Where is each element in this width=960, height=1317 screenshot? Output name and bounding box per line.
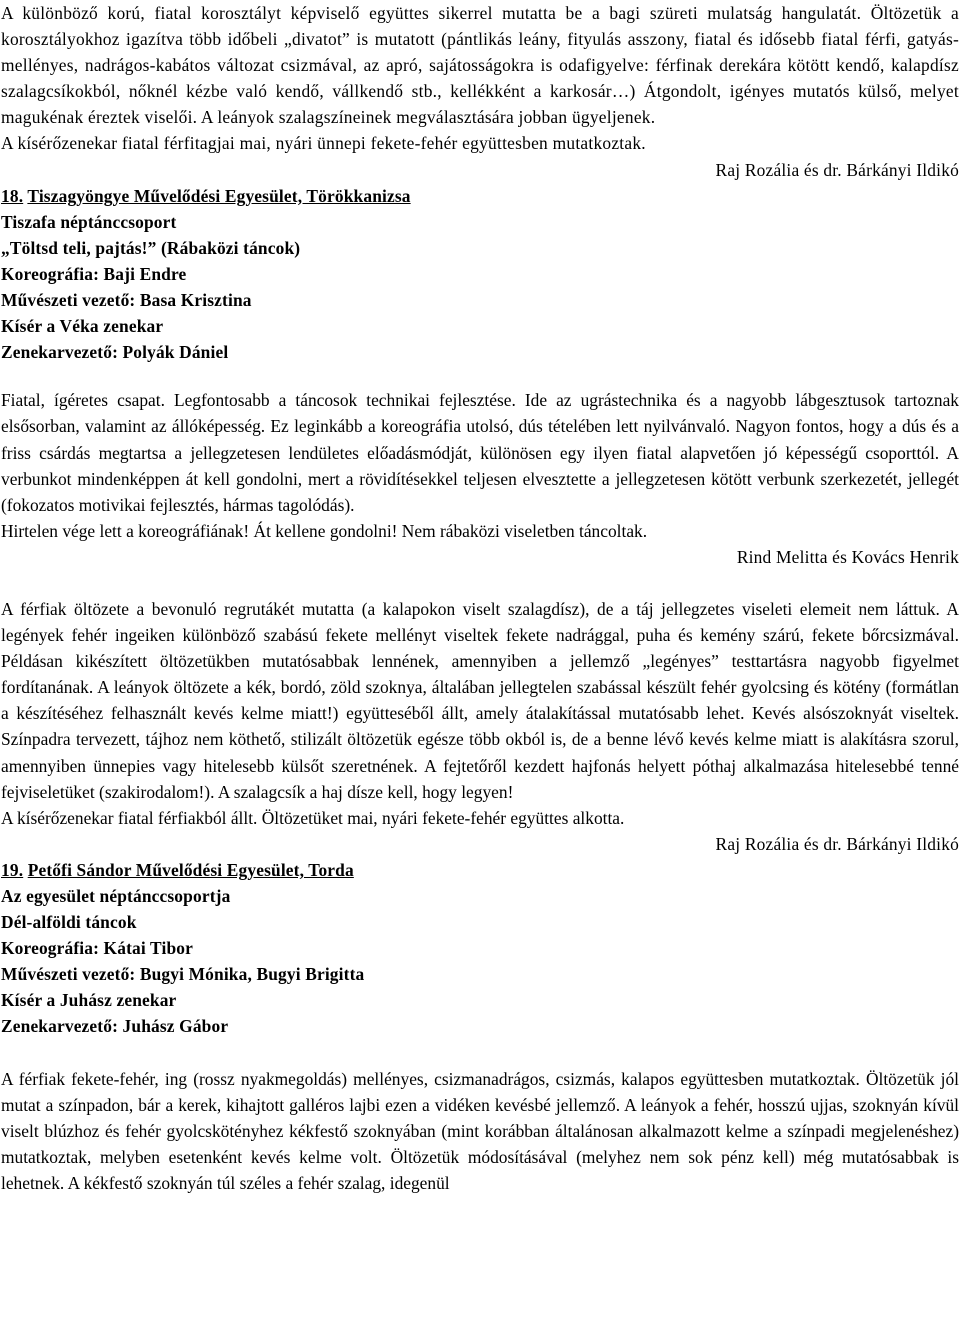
section-18-dance-review-end: Hirtelen vége lett a koreográfiának! Át kellene gondolni! Nem rábaközi viseletben táncoltak. bbox=[1, 520, 648, 541]
section-19-costume-review: A férfiak fekete-fehér, ing (rossz nyakmegoldás) mellényes, csizmanadrágos, csizmás, kalapos együttesben mutatkoztak. Öltözetük jól mutat a színpadon, bár a kerek, kihajtott galléros lajbi ezen a vidéken kevésbé jellemző. A leányok a fehér, hosszú ujjas, szoknyán kívül viselt blúzhoz és fehér gyolcskötényhez kékfestő szoknyában (mint korábban általánosan alkalmazott kelme a színpadi megjelenéshez) mutatkoztak, melyben esetenként kevés kelme volt. Öltözetük módosításával (melyhez nem sok pénz kell) még mutatósabbak is lehetnek. A kékfestő szoknyán túl széles a fehér szalag, idegenül bbox=[1, 1068, 959, 1193]
section-18-group-name: Tiszagyöngye Művelődési Egyesület, Törökkanizsa bbox=[27, 185, 411, 206]
section-19-info-line: Koreográfia: Kátai Tibor bbox=[1, 938, 193, 959]
section-18-dance-review: Fiatal, ígéretes csapat. Legfontosabb a táncosok technikai fejlesztése. Ide az ugrástechnika és a nagyobb lábgesztusok tartoznak elsősorban, valamint az állóképesség. Ez leginkább a koreográfia utolsó, dús tételében lett nyilvánvaló. Nagyon fontos, hogy a dús és a friss csárdás megtartsa a jellegzetesen lendületes előadásmódját, különösen egy ilyen fiatal alapvetően jó képességű csoporttól. A verbunkot mindenképpen át kell gondolni, mert a rövidítésekkel teljesen elvesztette a jellegzetesen kötött verbunk szerkezetét, jellegét (fokozatos motivikai fejlesztés, hármas tagolódás). bbox=[1, 390, 959, 515]
section-17-review-paragraph: A különböző korú, fiatal korosztályt képviselő együttes sikerrel mutatta be a bagi szüreti mulatság hangulatát. Öltözetük a korosztályokhoz igazítva több időbeli „divatot” is mutatott (pántlikás leány, fityulás asszony, fiatal és idősebb fiatal férfi, gatyás-mellényes, nadrágos-kabátos változat csizmával, az apró, sajátosságokra is odafigyelve: férfinak derekára kötött kendő, kalapdísz szalagcsíkokból, nőknél kézbe való kendő, vállkendő stb., kellékként a karkosár…) Átgondolt, igényes mutatós külső, melyet magukénak éreztek viselői. A leányok szalagszíneinek megválasztására jobban ügyeljenek. bbox=[1, 3, 959, 128]
section-19-group-name: Petőfi Sándor Művelődési Egyesület, Torda bbox=[27, 859, 354, 880]
section-19-number: 19. bbox=[1, 859, 24, 880]
section-18-title bbox=[1, 183, 959, 209]
section-19-info-line: Dél-alföldi táncok bbox=[1, 912, 137, 933]
section-18-info-line: „Töltsd teli, pajtás!” (Rábaközi táncok) bbox=[1, 237, 301, 258]
section-19-info-line: Művészeti vezető: Bugyi Mónika, Bugyi Brigitta bbox=[1, 964, 365, 985]
section-18-info-line: Kísér a Véka zenekar bbox=[1, 316, 164, 337]
section-18-music-review: A kísérőzenekar fiatal férfiakból állt. Öltözetüket mai, nyári fekete-fehér együttes alkotta. bbox=[1, 807, 625, 828]
section-18-info-line: Koreográfia: Baji Endre bbox=[1, 263, 187, 284]
section-17-music-paragraph: A kísérőzenekar fiatal férfitagjai mai, nyári ünnepi fekete-fehér együttesben mutatkoztak. bbox=[1, 133, 646, 154]
spacer bbox=[1, 1040, 959, 1066]
section-19-info-line: Az egyesület néptánccsoportja bbox=[1, 886, 231, 906]
section-18-info-line: Tiszafa néptánccsoport bbox=[1, 211, 177, 232]
spacer bbox=[1, 570, 959, 596]
section-19-title bbox=[1, 857, 959, 883]
section-18-signature-dance: Rind Melitta és Kovács Henrik bbox=[736, 546, 959, 567]
section-17-signature: Raj Rozália és dr. Bárkányi Ildikó bbox=[715, 159, 959, 180]
section-18-signature-costume: Raj Rozália és dr. Bárkányi Ildikó bbox=[715, 833, 959, 854]
section-18-info-line: Zenekarvezető: Polyák Dániel bbox=[1, 342, 229, 363]
spacer bbox=[1, 365, 959, 387]
section-18-number: 18. bbox=[1, 185, 24, 206]
section-18-info-line: Művészeti vezető: Basa Krisztina bbox=[1, 290, 252, 311]
section-18-costume-review: A férfiak öltözete a bevonuló regrutákét mutatta (a kalapokon viselt szalagdísz), de a táj jellegzetes viseleti elemeit nem láttuk. A legények fehér ingeiken különböző szabású fekete mellényt viseltek fekete nadrággal, puha és kemény szárú, fekete bőrcsizmával. Példásan kikészített öltözetükben mutatósabbak lennének, amennyiben a jellemző „legényes” testtartásra nagyobb figyelmet fordítanának. A leányok öltözete a kék, bordó, zöld szoknya, általában jellegtelen szabással készült fehér gyolcsing és kötény (formátlan a készítéséhez felhasznált kevés kelme miatt!) együtteséből állt, amely átalakítással mutatósabb lehet. Kevés alsószoknyát viseltek. Színpadra tervezett, tájhoz nem köthető, stilizált öltözetük egésze több okból is, de a benne lévő kevés kelme miatt is alakításra szorul, amennyiben ünnepies vagy hitelesebb külsőt szeretnének. A fejtetőről kezdett hajfonás helyett póthaj alkalmazása hitelesebbé tenné fejviseletüket (szakirodalom!). A szalagcsík a haj dísze kell, hogy legyen! bbox=[1, 598, 959, 802]
section-19-info-line: Zenekarvezető: Juhász Gábor bbox=[1, 1016, 229, 1037]
section-19-info-line: Kísér a Juhász zenekar bbox=[1, 990, 177, 1011]
